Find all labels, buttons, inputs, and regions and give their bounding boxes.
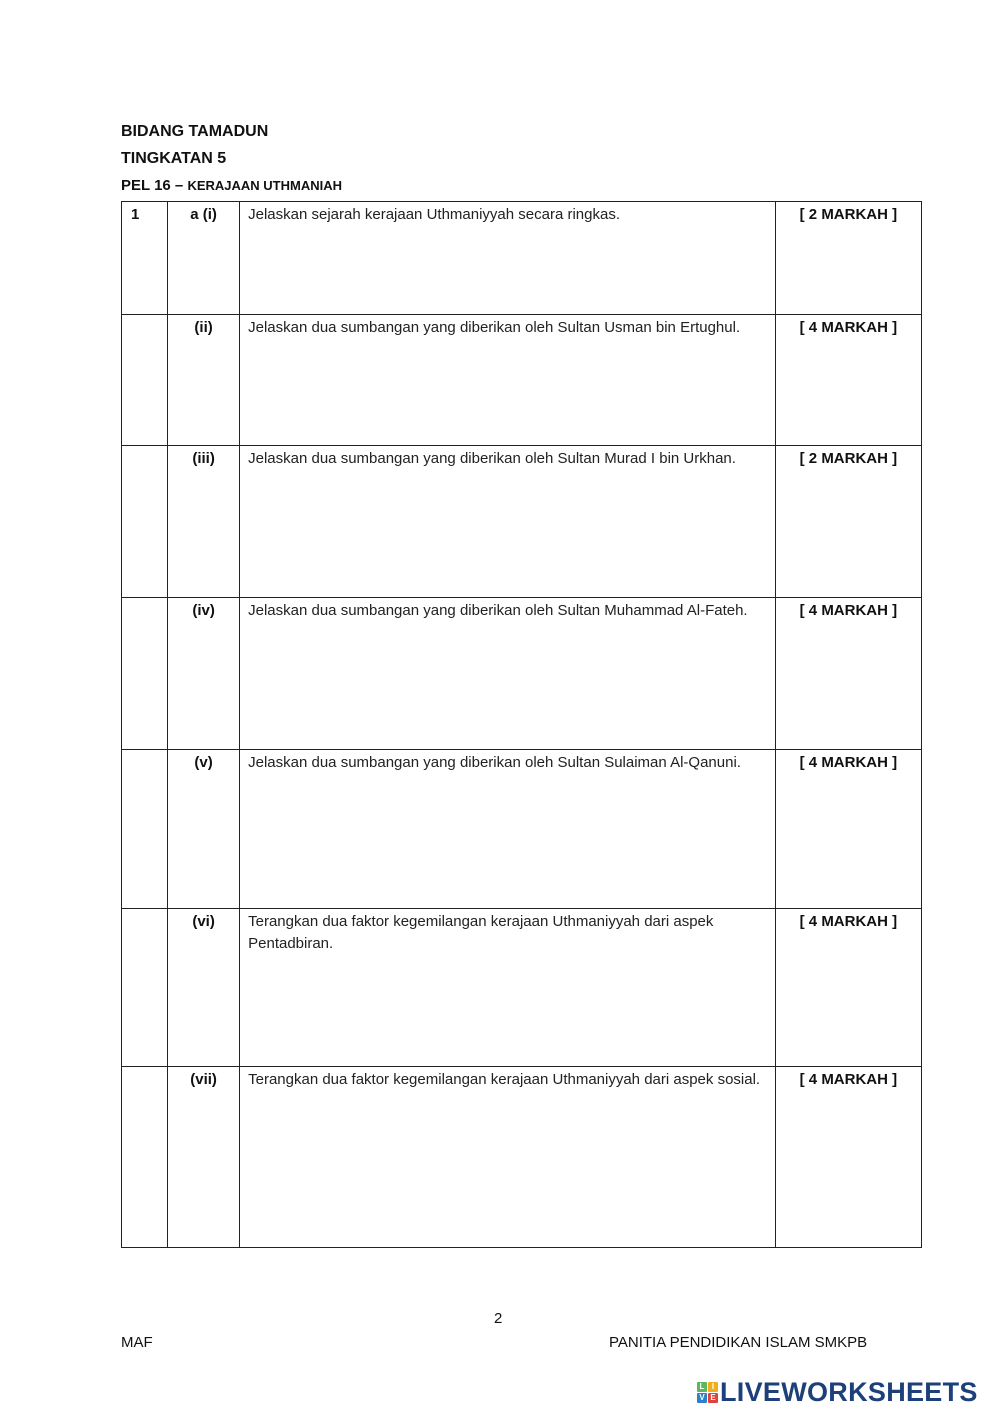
- question-marks: [ 2 MARKAH ]: [775, 202, 921, 315]
- page-number: 2: [494, 1310, 503, 1327]
- question-number: [122, 598, 168, 750]
- question-row: [122, 909, 922, 1067]
- question-text: Terangkan dua faktor kegemilangan kerajaan Uthmaniyyah dari aspek Pentadbiran.: [240, 909, 776, 1067]
- form-level-heading: TINGKATAN 5: [121, 150, 227, 167]
- question-part: (iii): [168, 446, 240, 598]
- question-marks: [ 2 MARKAH ]: [775, 446, 921, 598]
- logo-text: LIVEWORKSHEETS: [720, 1377, 978, 1407]
- footer-department: PANITIA PENDIDIKAN ISLAM SMKPB: [609, 1334, 868, 1351]
- question-number: [122, 315, 168, 446]
- chapter-heading: [121, 177, 342, 194]
- question-text: Jelaskan dua sumbangan yang diberikan oleh Sultan Murad I bin Urkhan.: [240, 446, 776, 598]
- chapter-number: PEL 16 –: [121, 177, 184, 194]
- question-text: Jelaskan dua sumbangan yang diberikan oleh Sultan Usman bin Ertughul.: [240, 315, 776, 446]
- chapter-title: KERAJAAN UTHMANIAH: [187, 178, 342, 193]
- question-part: (vii): [168, 1067, 240, 1248]
- question-part: (vi): [168, 909, 240, 1067]
- tile-i: I: [708, 1382, 718, 1392]
- question-marks: [ 4 MARKAH ]: [775, 1067, 921, 1248]
- question-number: [122, 750, 168, 909]
- question-marks: [ 4 MARKAH ]: [775, 315, 921, 446]
- question-part: (iv): [168, 598, 240, 750]
- question-table: [121, 201, 922, 1248]
- question-row: [122, 1067, 922, 1248]
- tile-l: L: [697, 1382, 707, 1392]
- question-text: Jelaskan sejarah kerajaan Uthmaniyyah secara ringkas.: [240, 202, 776, 315]
- question-part: a (i): [168, 202, 240, 315]
- question-part: (v): [168, 750, 240, 909]
- question-text: Jelaskan dua sumbangan yang diberikan oleh Sultan Muhammad Al-Fateh.: [240, 598, 776, 750]
- subject-area-heading: BIDANG TAMADUN: [121, 123, 269, 140]
- tile-e: E: [708, 1393, 718, 1403]
- question-number: [122, 909, 168, 1067]
- question-marks: [ 4 MARKAH ]: [775, 598, 921, 750]
- question-row: [122, 446, 922, 598]
- question-text: Terangkan dua faktor kegemilangan kerajaan Uthmaniyyah dari aspek sosial.: [240, 1067, 776, 1248]
- question-marks: [ 4 MARKAH ]: [775, 750, 921, 909]
- tile-v: V: [697, 1393, 707, 1403]
- question-part: (ii): [168, 315, 240, 446]
- liveworksheets-logo[interactable]: [697, 1378, 978, 1406]
- question-number: [122, 446, 168, 598]
- question-row: [122, 202, 922, 315]
- footer-author: MAF: [121, 1334, 153, 1351]
- question-text: Jelaskan dua sumbangan yang diberikan oleh Sultan Sulaiman Al-Qanuni.: [240, 750, 776, 909]
- question-row: [122, 315, 922, 446]
- question-marks: [ 4 MARKAH ]: [775, 909, 921, 1067]
- question-number: 1: [122, 202, 168, 315]
- question-number: [122, 1067, 168, 1248]
- question-row: [122, 598, 922, 750]
- question-row: [122, 750, 922, 909]
- live-tiles-icon: [697, 1382, 718, 1403]
